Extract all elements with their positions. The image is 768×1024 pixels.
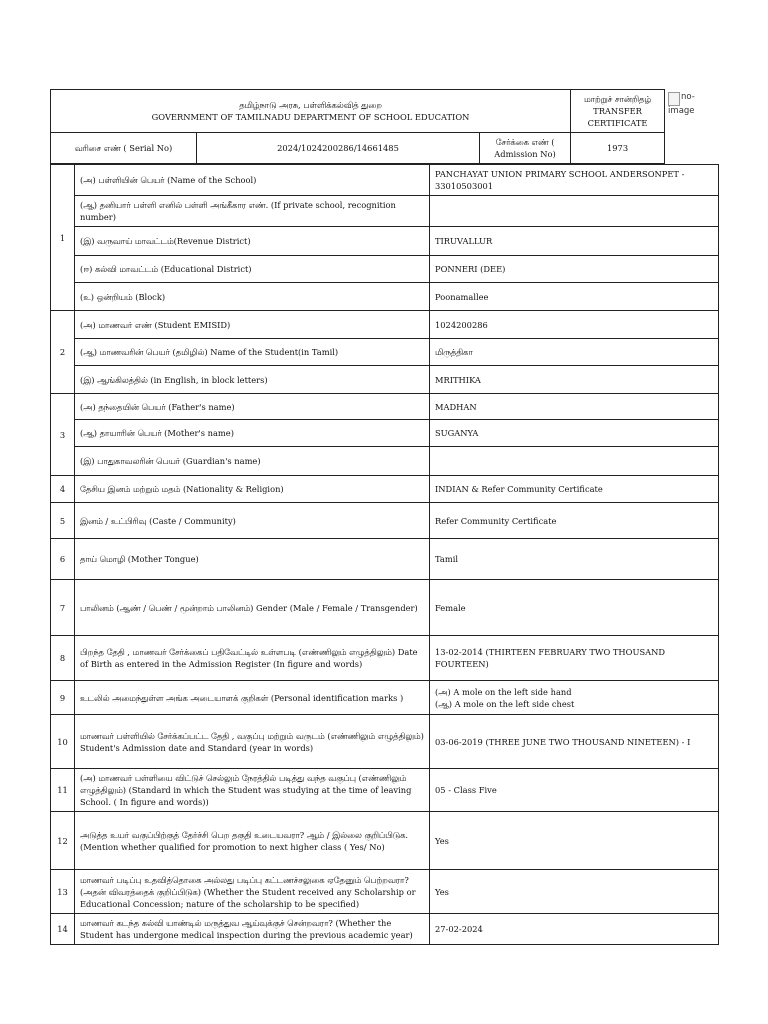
serial-label: வரிசை எண் ( Serial No) [51,133,197,164]
broken-image-icon: no-image [668,91,695,116]
department-cell [51,90,571,133]
field-label: உடலில் அமைந்துள்ள அங்க அடையாளக் குறிகள் (Personal identification marks ) [75,681,430,715]
row-number: 13 [51,870,75,914]
field-label: பாலினம் (ஆண் / பெண் / மூன்றாம் பாலினம்) Gender (Male / Female / Transgender) [75,580,430,636]
field-label: தாய் மொழி (Mother Tongue) [75,539,430,580]
field-value: Tamil [430,539,719,580]
field-value: மிருத்திகா [430,339,719,366]
field-label: அடுத்த உயர் வகுப்பிற்குத் தேர்ச்சி பெற தகுதி உடையவரா? ஆம் / இல்லை குறிப்பிடுக. (Mention whether qualified for promotion to next higher class ( Yes/ No) [75,812,430,870]
field-label: (ஆ) மாணவரின் பெயர் (தமிழில்) Name of the Student(in Tamil) [75,339,430,366]
certificate-title-english: TRANSFER CERTIFICATE [587,106,648,128]
certificate-header [50,89,719,164]
row-number: 6 [51,539,75,580]
table-row [51,681,719,715]
table-row [51,580,719,636]
field-label: (ஆ) தனியார் பள்ளி எனில் பள்ளி அங்கீகார எண். (If private school, recognition number) [75,196,430,227]
field-label: (ஈ) கல்வி மாவட்டம் (Educational District) [75,256,430,283]
table-row [51,539,719,580]
table-row [51,196,719,227]
field-label: மாணவர் கடந்த கல்வி யாண்டில் மருத்துவ ஆய்வுக்குச் சென்றவரா? (Whether the Student has undergone medical inspection during the previous academic year) [75,914,430,945]
table-row [51,366,719,394]
table-row [51,914,719,945]
row-number: 11 [51,769,75,812]
row-number: 5 [51,503,75,539]
field-value: PANCHAYAT UNION PRIMARY SCHOOL ANDERSONPET - 33010503001 [430,165,719,196]
field-label: இனம் / உட்பிரிவு (Caste / Community) [75,503,430,539]
row-number: 7 [51,580,75,636]
field-label: (இ) ஆங்கிலத்தில் (in English, in block letters) [75,366,430,394]
field-label: மாணவர் பள்ளியில் சேர்க்கப்பட்ட தேதி , வகுப்பு மற்றும் வருடம் (எண்ணிலும் எழுத்திலும்) Student's Admission date and Standard (year in words) [75,715,430,769]
row-number: 4 [51,476,75,503]
table-row [51,503,719,539]
transfer-certificate [50,89,718,945]
field-label: (இ) வருவாய் மாவட்டம்(Revenue District) [75,227,430,256]
field-value: Refer Community Certificate [430,503,719,539]
field-value: MADHAN [430,394,719,420]
field-label: (அ) பள்ளியின் பெயர் (Name of the School) [75,165,430,196]
table-row [51,283,719,311]
field-value: Female [430,580,719,636]
row-number: 10 [51,715,75,769]
field-value: PONNERI (DEE) [430,256,719,283]
table-row [51,812,719,870]
row-number: 3 [51,394,75,476]
table-row [51,256,719,283]
certificate-title-tamil: மாற்றுச் சான்றிதழ் [584,94,652,104]
field-label: (அ) மாணவர் எண் (Student EMISID) [75,311,430,339]
table-row [51,476,719,503]
table-row [51,394,719,420]
field-value [430,447,719,476]
field-value: 05 - Class Five [430,769,719,812]
table-row [51,165,719,196]
row-number: 12 [51,812,75,870]
details-table [50,164,719,945]
admission-value: 1973 [571,133,665,164]
row-number: 1 [51,165,75,311]
field-value: (அ) A mole on the left side hand (ஆ) A mole on the left side chest [430,681,719,715]
photo-cell [665,90,719,164]
field-label: (ஆ) தாயாரின் பெயர் (Mother's name) [75,420,430,447]
table-row [51,227,719,256]
table-row [51,420,719,447]
table-row [51,339,719,366]
field-value: Poonamallee [430,283,719,311]
field-value: 27-02-2024 [430,914,719,945]
table-row [51,715,719,769]
department-english: GOVERNMENT OF TAMILNADU DEPARTMENT OF SCHOOL EDUCATION [151,112,470,122]
row-number: 2 [51,311,75,394]
field-value: 03-06-2019 (THREE JUNE TWO THOUSAND NINETEEN) - I [430,715,719,769]
field-label: மாணவர் படிப்பு உதவித்தொகை அல்லது படிப்பு கட்டணச்சலுகை ஏதேனும் பெற்றவரா? (அதன் விவரத்தைக் குறிப்பிடுக) (Whether the Student received any Scholarship or Educational Concession; nature of the scholarship to be specified) [75,870,430,914]
field-label: (இ) பாதுகாவலரின் பெயர் (Guardian's name) [75,447,430,476]
row-number: 8 [51,636,75,681]
field-label: பிறந்த தேதி , மாணவர் சேர்க்கைப் பதிவேட்டில் உள்ளபடி (எண்ணிலும் எழுத்திலும்) Date of Birth as entered in the Admission Register (In figure and words) [75,636,430,681]
row-number: 9 [51,681,75,715]
field-label: (அ) தந்தையின் பெயர் (Father's name) [75,394,430,420]
department-tamil: தமிழ்நாடு அரசு, பள்ளிக்கல்வித் துறை [239,100,382,110]
table-row [51,870,719,914]
field-value: Yes [430,812,719,870]
serial-value: 2024/1024200286/14661485 [197,133,480,164]
table-row [51,769,719,812]
certificate-title-cell [571,90,665,133]
field-value: MRITHIKA [430,366,719,394]
field-label: தேசிய இனம் மற்றும் மதம் (Nationality & Religion) [75,476,430,503]
field-value [430,196,719,227]
field-label: (அ) மாணவர் பள்ளியை விட்டுச் செல்லும் நேரத்தில் படித்து வந்த வகுப்பு (எண்ணிலும் எழுத்திலும்) (Standard in which the Student was studying at the time of leaving School. ( In figure and words)) [75,769,430,812]
field-value: INDIAN & Refer Community Certificate [430,476,719,503]
field-value: 1024200286 [430,311,719,339]
field-label: (உ) ஒன்றியம் (Block) [75,283,430,311]
table-row [51,447,719,476]
field-value: 13-02-2014 (THIRTEEN FEBRUARY TWO THOUSAND FOURTEEN) [430,636,719,681]
field-value: SUGANYA [430,420,719,447]
field-value: Yes [430,870,719,914]
field-value: TIRUVALLUR [430,227,719,256]
admission-label: சேர்க்கை எண் ( Admission No) [480,133,571,164]
table-row [51,636,719,681]
row-number: 14 [51,914,75,945]
table-row [51,311,719,339]
